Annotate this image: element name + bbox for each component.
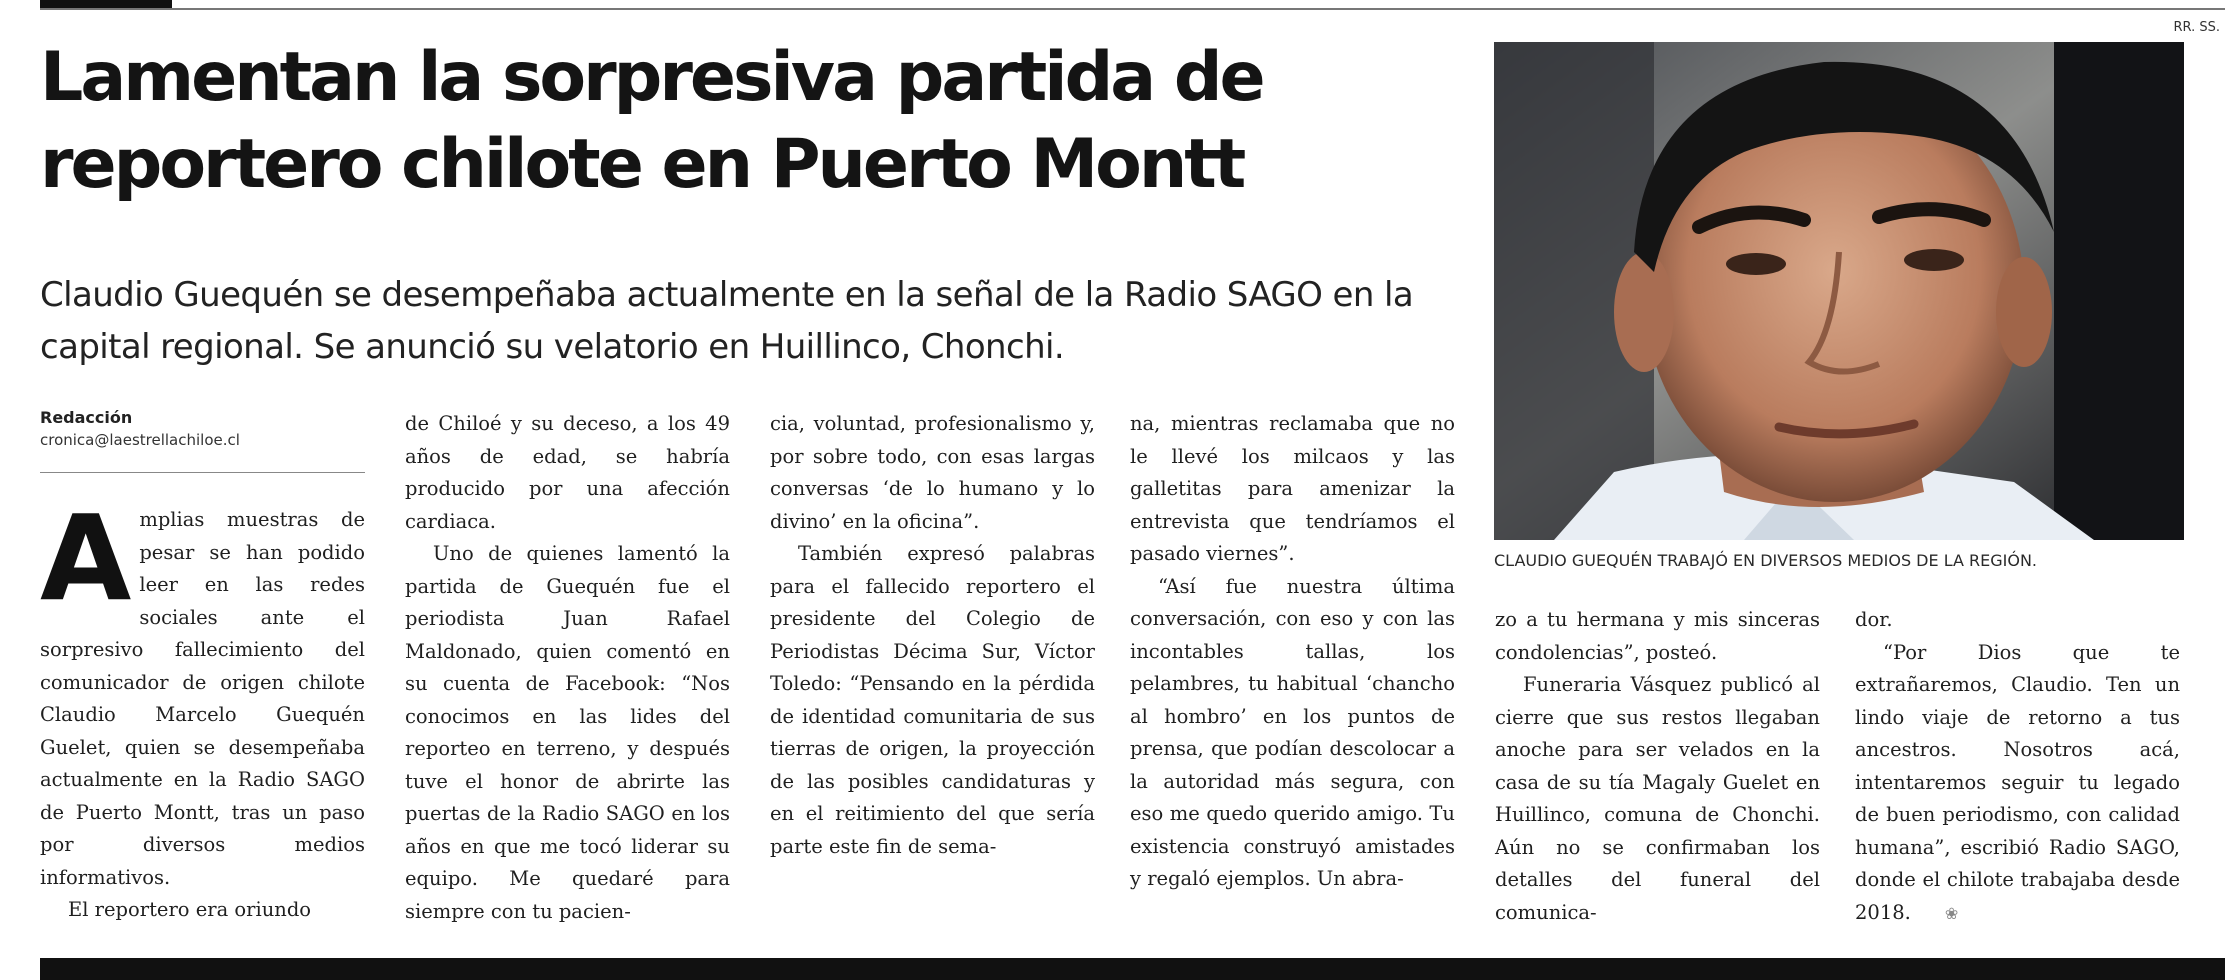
paragraph: na, mientras reclamaba que no le llevé los milcaos y las galletitas para amenizar la entrevista que tendríamos el pasado viernes”. xyxy=(1130,412,1455,565)
article-column-4 xyxy=(1130,408,1455,896)
byline-name: Redacción xyxy=(40,408,133,427)
drop-cap: A xyxy=(40,489,132,627)
headline: Lamentan la sorpresiva partida de reportero chilote en Puerto Montt xyxy=(40,38,1263,204)
portrait-illustration xyxy=(1494,42,2184,540)
article-column-2 xyxy=(405,408,730,928)
article-column-3 xyxy=(770,408,1095,863)
paragraph: Funeraria Vásquez publicó al cierre que sus restos llegaban anoche para ser velados en la casa de su tía Magaly Guelet en Huillinco, comuna de Chonchi. Aún no se confirmaban los detalles del funeral del comunica- xyxy=(1495,673,1820,924)
paragraph: El reportero era oriundo xyxy=(68,898,312,921)
bottom-rule xyxy=(40,958,2225,980)
paragraph: Uno de quienes lamentó la partida de Guequén fue el periodista Juan Rafael Maldonado, quien comentó en su cuenta de Facebook: “Nos conocimos en las lides del reporteo en terreno, y después tuve el honor de abrirte las puertas de la Radio SAGO en los años en que me tocó liderar su equipo. Me quedaré para siempre con tu pacien- xyxy=(405,542,730,923)
article-column-1 xyxy=(40,489,365,927)
deck-subtitle: Claudio Guequén se desempeñaba actualmente en la señal de la Radio SAGO en la capital regional. Se anunció su velatorio en Huillinco, Chonchi. xyxy=(40,275,1414,367)
article-column-5 xyxy=(1495,604,1820,929)
paragraph: cia, voluntad, profesionalismo y, por sobre todo, con esas largas conversas ‘de lo humano y lo divino’ en la oficina”. xyxy=(770,412,1095,533)
paragraph: “Por Dios que te extrañaremos, Claudio. Ten un lindo viaje de retorno a tus ancestros. Nosotros acá, intentaremos seguir tu legado de buen periodismo, con calidad humana”, escribió Radio SAGO, donde el chilote trabajaba desde 2018. xyxy=(1855,640,2180,924)
byline-divider xyxy=(40,472,365,473)
photo-caption: CLAUDIO GUEQUÉN TRABAJÓ EN DIVERSOS MEDIOS DE LA REGIÓN. xyxy=(1494,551,2037,570)
portrait-photo xyxy=(1494,42,2184,540)
end-of-article-icon: ❀ xyxy=(1944,903,1959,923)
photo-credit: RR. SS. xyxy=(2173,20,2220,35)
paragraph: de Chiloé y su deceso, a los 49 años de edad, se habría producido por una afección cardiaca. xyxy=(405,412,730,533)
paragraph: “Así fue nuestra última conversación, con eso y con las incontables tallas, los pelambres, tu habitual ‘chancho al hombro’ en los puntos de prensa, que podían descolocar a la autoridad más segura, con eso me quedo querido amigo. Tu existencia construyó amistades y regaló ejemplos. Un abra- xyxy=(1130,574,1455,890)
byline xyxy=(40,408,365,449)
article-column-6 xyxy=(1855,604,2180,930)
byline-email: cronica@laestrellachiloe.cl xyxy=(40,431,240,449)
paragraph: También expresó palabras para el fallecido reportero el presidente del Colegio de Periodistas Décima Sur, Víctor Toledo: “Pensando en la pérdida de identidad comunitaria de sus tierras de origen, la proyección de las posibles candidaturas y en el reitimiento del que sería parte este fin de sema- xyxy=(770,542,1095,858)
paragraph: dor. xyxy=(1855,608,1893,631)
paragraph: zo a tu hermana y mis sinceras condolencias”, posteó. xyxy=(1495,608,1820,664)
top-rule xyxy=(40,8,2225,10)
section-tab-bar xyxy=(40,0,172,8)
paragraph: mplias muestras de pesar se han podido leer en las redes sociales ante el sorpresivo fallecimiento del comunicador de origen chilote Claudio Marcelo Guequén Guelet, quien se desempeñaba actualmente en la Radio SAGO de Puerto Montt, tras un paso por diversos medios informativos. xyxy=(40,508,365,889)
